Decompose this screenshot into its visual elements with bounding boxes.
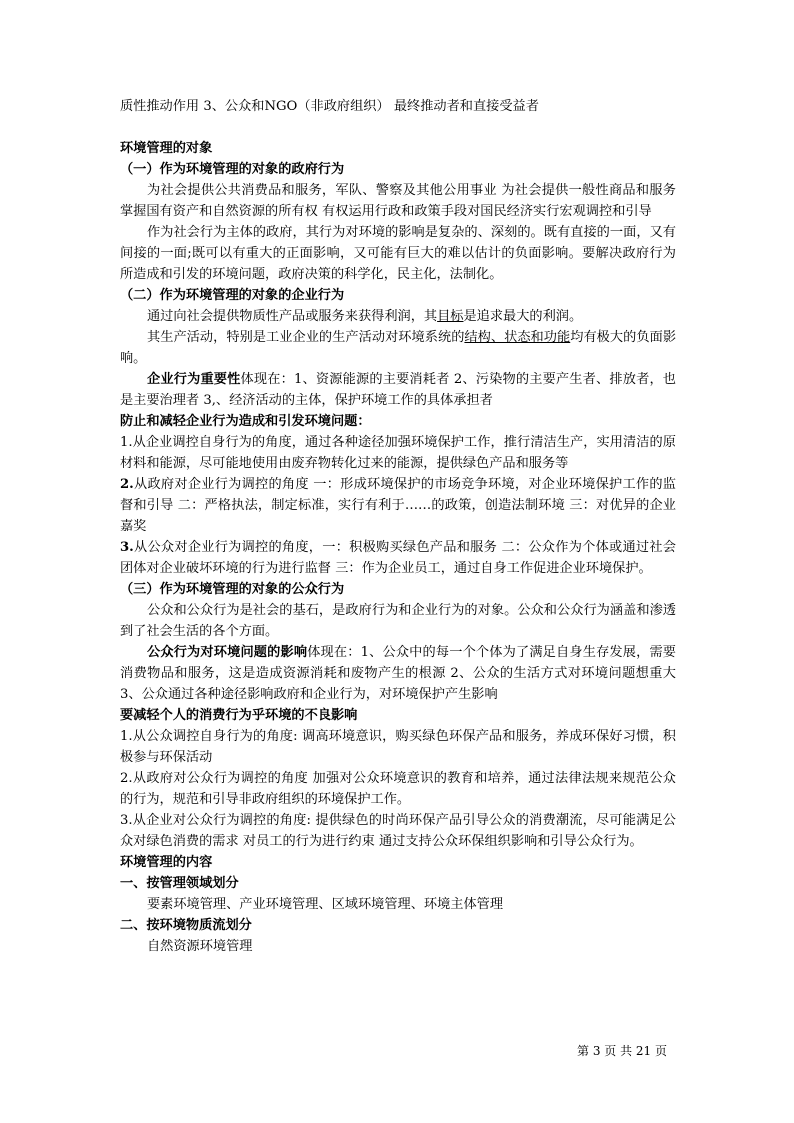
content-section-1-heading: 一、按管理领域划分 — [120, 876, 239, 891]
ent-paragraph-2 — [120, 327, 676, 369]
pub-paragraph-2 — [120, 642, 676, 705]
ent-item-3-text: 从公众对企业行为调控的角度，一：积极购买绿色产品和服务 二：公众作为个体或通过社会团体对企业破坏环境的行为进行监督 三：作为企业员工，通过自身工作促进企业环境保护。 — [120, 540, 676, 576]
ent-p1-underlined: 目标 — [437, 309, 464, 324]
gov-paragraph-1: 为社会提供公共消费品和服务，军队、警察及其他公用事业 为社会提供一般性商品和服务 掌握国有资产和自然资源的所有权 有权运用行政和政策手段对国民经济实行宏观调控和引导 — [120, 183, 676, 219]
content-heading: 环境管理的内容 — [120, 855, 213, 870]
ent-item-3-number: 3. — [120, 540, 134, 555]
prevent-heading: 防止和减轻企业行为造成和引发环境问题： — [120, 414, 371, 429]
reduce-heading: 要减轻个人的消费行为乎环境的不良影响 — [120, 708, 358, 723]
ent-p1-text-b: 是追求最大的利润。 — [463, 309, 583, 324]
content-section-1-text: 要素环境管理、产业环境管理、区域环境管理、环境主体管理 — [147, 897, 504, 912]
page-number-footer: 第 3 页 共 21 页 — [577, 1044, 667, 1058]
gov-heading: （一）作为环境管理的对象的政府行为 — [120, 162, 345, 177]
ent-item-2-text: 从政府对企业行为调控的角度 一：形成环境保护的市场竞争环境，对企业环境保护工作的监督和引导 二：严格执法，制定标准，实行有利于……的政策，创造法制环境 三：对优异的企业嘉奖 — [120, 477, 676, 534]
pub-item-3: 3.从企业对公众行为调控的角度: 提供绿色的时尚环保产品引导公众的消费潮流，尽可能满足公众对绿色消费的需求 对员工的行为进行约束 通过支持公众环保组织影响和引导公众行为。 — [120, 813, 676, 849]
pub-item-2: 2.从政府对公众行为调控的角度 加强对公众环境意识的教育和培养，通过法律法规来规范公众的行为，规范和引导非政府组织的环境保护工作。 — [120, 771, 676, 807]
ent-item-2 — [120, 474, 676, 537]
pub-impact-term: 公众行为对环境问题的影响 — [147, 645, 308, 660]
ent-item-3 — [120, 537, 676, 579]
ent-importance-text: 体现在：1、资源能源的主要消耗者 2、污染物的主要产生者、排放者，也是主要治理者 3,、经济活动的主体，保护环境工作的具体承担者 — [120, 372, 676, 408]
spacer — [120, 117, 676, 138]
ent-paragraph-3 — [120, 369, 676, 411]
ent-paragraph-1 — [120, 306, 676, 327]
ent-importance-term: 企业行为重要性 — [147, 372, 241, 387]
ent-p1-text-a: 通过向社会提供物质性产品或服务来获得利润，其 — [147, 309, 438, 324]
pub-item-1: 1.从公众调控自身行为的角度: 调高环境意识，购买绿色环保产品和服务，养成环保好习惯，积极参与环保活动 — [120, 729, 676, 765]
pub-heading: （三）作为环境管理的对象的公众行为 — [120, 582, 345, 597]
content-section-2-heading: 二、按环境物质流划分 — [120, 918, 252, 933]
gov-paragraph-2: 作为社会行为主体的政府，其行为对环境的影响是复杂的、深刻的。既有直接的一面，又有间接的一面;既可以有重大的正面影响，又可能有巨大的难以估计的负面影响。要解决政府行为所造成和引发的环境问题，政府决策的科学化，民主化，法制化。 — [120, 225, 676, 282]
content-section-2-text: 自然资源环境管理 — [147, 939, 253, 954]
ent-item-2-number: 2. — [120, 477, 134, 492]
ent-p2-underlined: 结构、状态和功能 — [464, 330, 571, 345]
ent-p2-text-b: 均有极大的负面影响。 — [120, 330, 677, 366]
ent-heading: （二）作为环境管理的对象的企业行为 — [120, 288, 345, 303]
document-page — [120, 96, 676, 957]
intro-line: 质性推动作用 3、公众和NGO（非政府组织） 最终推动者和直接受益者 — [120, 99, 539, 114]
pub-impact-text: 体现在：1、公众中的每一个个体为了满足自身生存发展，需要消费物品和服务，这是造成资源消耗和废物产生的根源 2、公众的生活方式对环境问题想重大 3、公众通过各种途径影响政府和企业行为，对环境保护产生影响 — [120, 645, 676, 702]
ent-item-1: 1.从企业调控自身行为的角度，通过各种途径加强环境保护工作，推行清洁生产，实用清洁的原材料和能源，尽可能地使用由废弃物转化过来的能源，提供绿色产品和服务等 — [120, 435, 676, 471]
pub-paragraph-1: 公众和公众行为是社会的基石，是政府行为和企业行为的对象。公众和公众行为涵盖和渗透到了社会生活的各个方面。 — [120, 603, 676, 639]
objects-heading: 环境管理的对象 — [120, 141, 213, 156]
ent-p2-text-a: 其生产活动，特别是工业企业的生产活动对环境系统的 — [147, 330, 465, 345]
